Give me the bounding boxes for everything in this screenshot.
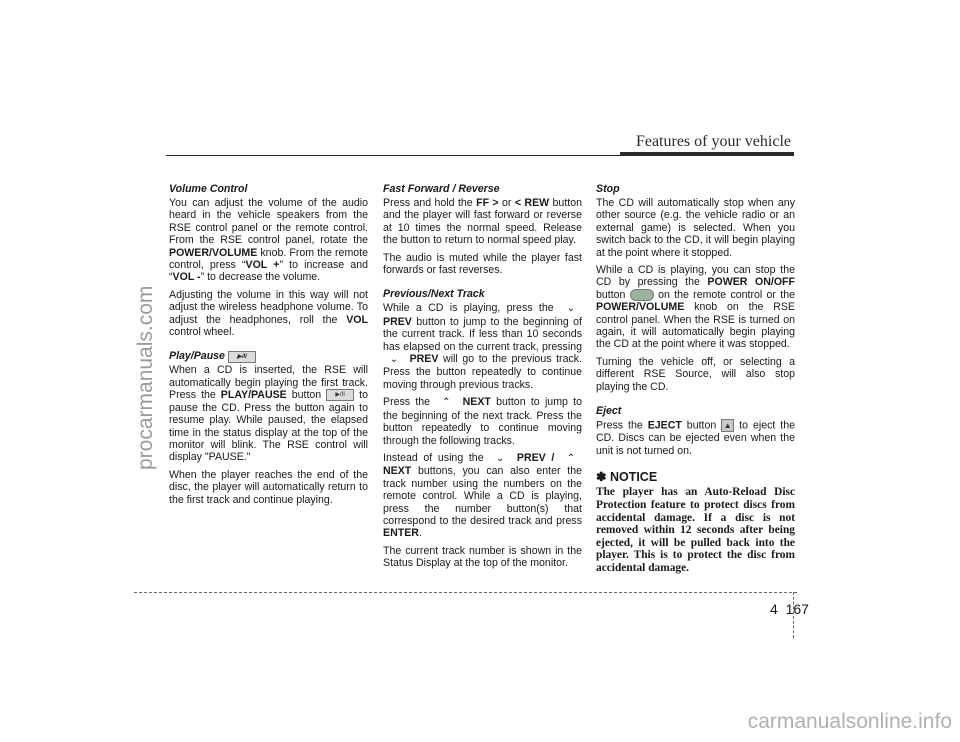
heading-stop: Stop <box>596 183 620 195</box>
section-volume-control <box>169 183 368 338</box>
paragraph: You can adjust the volume of the audio heard in the vehicle speakers from the RSE control panel or the remote control. From the RSE control panel, rotate the POWER/VOLUME knob. From the remote control, press “VOL +” to increase and “VOL -” to decrease the volume. <box>169 197 368 284</box>
chevron-up-icon: ⌃ <box>442 397 451 409</box>
notice-title: ✽ NOTICE <box>596 469 658 484</box>
column-3 <box>596 183 795 574</box>
footer-rule <box>134 592 797 593</box>
paragraph: When the player reaches the end of the disc, the player will automatically return to the first track and continue playing. <box>169 468 368 506</box>
column-1 <box>169 183 368 518</box>
heading-play-pause: Play/Pause ▶/II <box>169 350 368 363</box>
watermark-bottom: carmanualsonline.info <box>747 710 952 733</box>
chevron-down-icon: ⌄ <box>566 303 576 315</box>
play-pause-icon: ▶/II <box>228 351 256 363</box>
section-previous-next-track <box>383 288 582 569</box>
section-eject <box>596 405 795 457</box>
paragraph: Press the ⌃ NEXT button to jump to the beginning of the next track. Press the button repeatedly to continue moving through the following tracks. <box>383 396 583 447</box>
watermark-left: procarmanuals.com <box>134 285 157 470</box>
header-rule-accent <box>620 152 794 156</box>
chevron-up-icon: ⌃ <box>566 452 576 464</box>
column-2 <box>383 183 582 582</box>
paragraph: When a CD is inserted, the RSE will automatically begin playing the first track. Press the PLAY/PAUSE button ▶/II to pause the CD. Press the button again to resume play. While paused, the elapsed time in the status display at the top of the monitor will blink. The RSE control will display "PAUSE." <box>169 364 368 464</box>
paragraph: Instead of using the ⌄ PREV / ⌃NEXT buttons, you can also enter the track number using the numbers on the remote control. While a CD is playing, press the number button(s) that correspond to the desired track and press ENTER. <box>383 451 582 540</box>
paragraph: Press the EJECT button ▲ to eject the CD. Discs can be ejected even when the unit is not turned on. <box>596 419 795 457</box>
page-header-title: Features of your vehicle <box>635 133 791 150</box>
heading-eject: Eject <box>596 405 622 418</box>
chevron-down-icon: ⌄ <box>389 354 399 366</box>
power-button-icon <box>630 289 654 301</box>
paragraph: Press and hold the FF > or < REW button and the player will fast forward or reverse at 10 times the normal speed. Release the button to return to normal speed play. <box>383 197 582 247</box>
heading-previous-next-track: Previous/Next Track <box>383 288 485 301</box>
paragraph: The audio is muted while the player fast forwards or fast reverses. <box>383 251 582 277</box>
paragraph: While a CD is playing, you can stop the CD by pressing the POWER ON/OFF button on the remote control or the POWER/VOLUME knob on the RSE control panel. When the RSE is turned on again, it will automatically begin playing the CD at the point where it was stopped. <box>596 264 795 351</box>
eject-icon: ▲ <box>721 419 734 432</box>
heading-fast-forward-reverse: Fast Forward / Reverse <box>383 183 500 195</box>
section-play-pause <box>169 350 368 505</box>
section-stop <box>596 183 795 393</box>
paragraph: The current track number is shown in the Status Display at the top of the monitor. <box>383 544 582 570</box>
chevron-down-icon: ⌄ <box>496 452 505 464</box>
page-number: 4 167 <box>770 601 809 617</box>
notice-body: The player has an Auto-Reload Disc Protection feature to protect discs from accidental damage. If a disc is not removed within 12 seconds after being ejected, it will be pulled back into the player. This is to protect the disc from accidental damage. <box>596 486 795 574</box>
play-pause-icon: ▶/II <box>326 389 354 401</box>
paragraph: While a CD is playing, press the ⌄PREV button to jump to the beginning of the current track. If less than 10 seconds has elapsed on the current track, pressing ⌄ PREV will go to the previous track. Press the button repeatedly to continue moving through previous tracks. <box>383 302 582 391</box>
section-fast-forward-reverse <box>383 183 582 276</box>
paragraph: Turning the vehicle off, or selecting a different RSE Source, will also stop playing the CD. <box>596 355 795 393</box>
heading-volume-control: Volume Control <box>169 183 248 195</box>
paragraph: The CD will automatically stop when any other source (e.g. the vehicle radio or an external game) is selected. When you switch back to the CD, it will begin playing at the point where it stopped. <box>596 197 795 259</box>
paragraph: Adjusting the volume in this way will not adjust the wireless headphone volume. To adjust the headphones, roll the VOL control wheel. <box>169 288 368 339</box>
